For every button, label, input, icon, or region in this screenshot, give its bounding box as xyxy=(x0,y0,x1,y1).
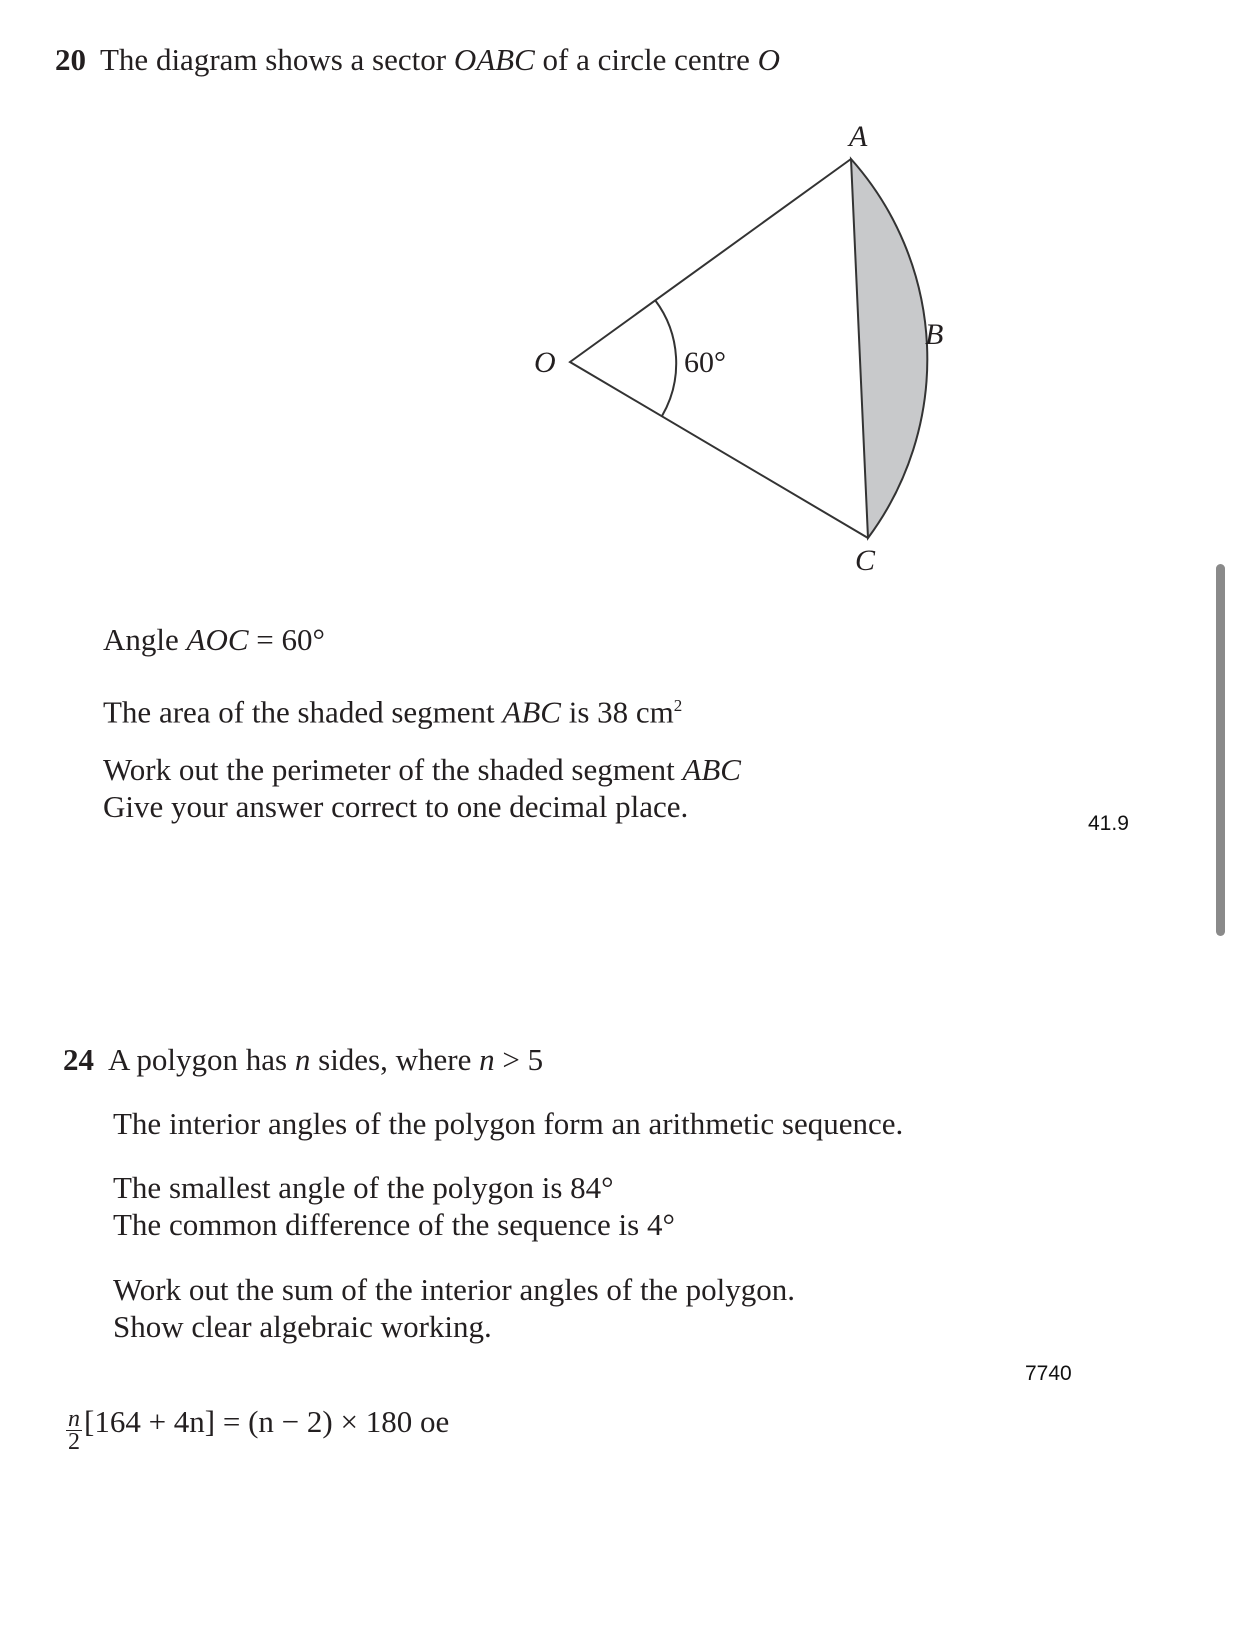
angle-arc xyxy=(655,300,676,416)
label-b: B xyxy=(925,318,944,351)
text: ABC xyxy=(682,752,741,787)
text: ABC xyxy=(502,694,561,730)
text: The area of the shaded segment xyxy=(103,694,503,730)
q24-line-3: The smallest angle of the polygon is 84° xyxy=(113,1170,614,1205)
text: n xyxy=(294,1042,311,1077)
angle-label: 60° xyxy=(684,346,726,379)
answer-q24: 7740 xyxy=(1025,1362,1072,1385)
working-formula xyxy=(66,1404,450,1456)
text: A polygon has xyxy=(108,1042,295,1077)
text: Work out the perimeter of the shaded segment xyxy=(103,752,683,787)
text: The diagram shows a sector xyxy=(100,42,454,77)
label-c: C xyxy=(855,544,876,577)
text: OABC xyxy=(453,42,535,77)
angle-statement xyxy=(103,622,325,658)
sector-diagram xyxy=(0,0,1246,600)
q24-line-4: The common difference of the sequence is 4° xyxy=(113,1207,675,1242)
q24-line-2: The interior angles of the polygon form an arithmetic sequence. xyxy=(113,1106,904,1141)
fraction xyxy=(66,1406,82,1456)
superscript: 2 xyxy=(673,696,683,715)
text: AOC xyxy=(186,622,249,657)
question-24-intro xyxy=(63,1042,543,1078)
area-statement xyxy=(103,688,682,730)
text: sides, where xyxy=(310,1042,480,1077)
text: = 60° xyxy=(248,622,325,657)
text: of a circle centre xyxy=(534,42,758,77)
expression: [164 + 4n] = (n − 2) × 180 oe xyxy=(84,1404,450,1439)
answer-q20: 41.9 xyxy=(1088,812,1129,835)
task-line-1 xyxy=(103,752,741,788)
text: is 38 cm xyxy=(560,694,674,730)
text: O xyxy=(757,42,781,77)
fraction-numerator: n xyxy=(68,1406,80,1433)
q24-line-5: Work out the sum of the interior angles of the polygon. xyxy=(113,1272,795,1307)
text: Angle xyxy=(103,622,187,657)
question-number: 24 xyxy=(63,1042,94,1077)
label-o: O xyxy=(534,346,556,379)
question-number: 20 xyxy=(55,42,86,77)
task-line-2: Give your answer correct to one decimal place. xyxy=(103,789,689,824)
text: n xyxy=(479,1042,495,1077)
q24-line-6: Show clear algebraic working. xyxy=(113,1309,492,1344)
text: > 5 xyxy=(494,1042,544,1077)
scrollbar[interactable] xyxy=(1216,564,1225,936)
label-a: A xyxy=(849,120,868,153)
fraction-denominator: 2 xyxy=(68,1429,80,1456)
shaded-segment xyxy=(851,159,927,538)
